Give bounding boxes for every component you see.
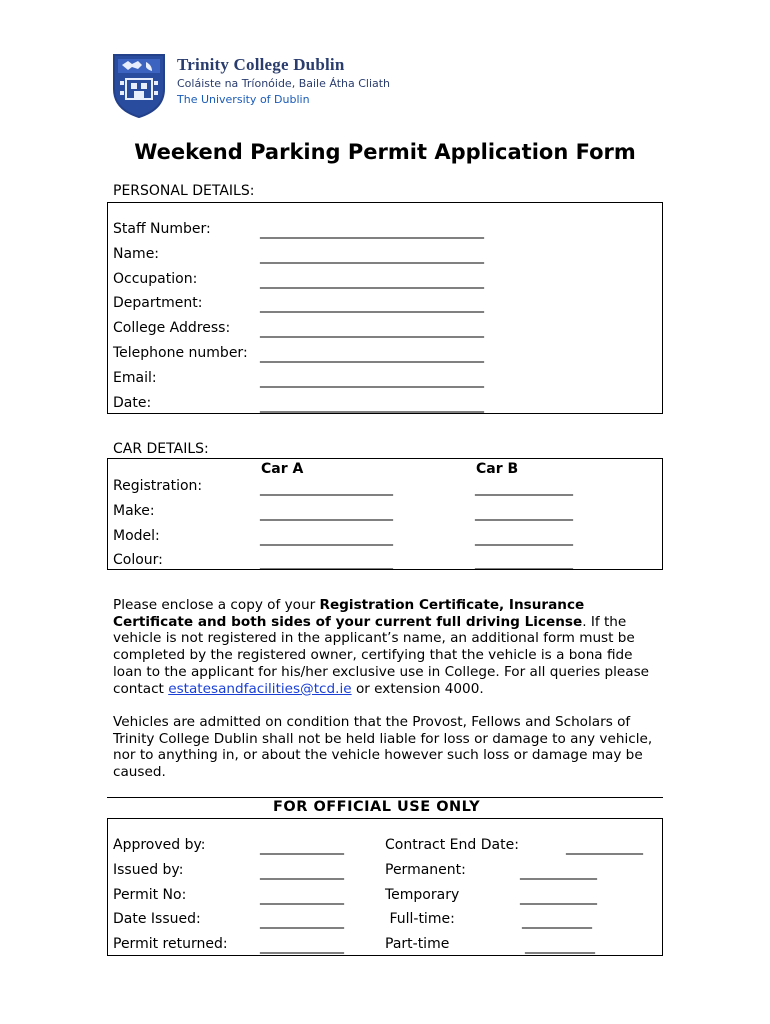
contact-email-link[interactable]: estatesandfacilities@tcd.ie bbox=[168, 680, 352, 697]
car-details-box bbox=[107, 458, 663, 570]
official-left-blank[interactable]: ____________ bbox=[260, 863, 344, 880]
institution-name: Trinity College Dublin bbox=[177, 55, 345, 74]
personal-field-label: Name: bbox=[113, 245, 160, 262]
personal-field-blank[interactable]: ________________________________ bbox=[260, 322, 484, 339]
required-documents: Registration Certificate, Insurance Certificate and both sides of your current full driving License bbox=[113, 597, 585, 630]
official-left-label: Issued by: bbox=[113, 861, 184, 878]
official-left-label: Date Issued: bbox=[113, 911, 201, 928]
car-b-blank[interactable]: ______________ bbox=[475, 529, 573, 546]
personal-field-blank[interactable]: ________________________________ bbox=[260, 223, 484, 239]
personal-field-blank[interactable]: ________________________________ bbox=[260, 347, 484, 363]
car-details-heading: CAR DETAILS: bbox=[113, 441, 209, 457]
institution-brand bbox=[177, 55, 390, 106]
official-right-blank[interactable]: ___________ bbox=[566, 839, 643, 855]
official-right-label: Contract End Date: bbox=[385, 837, 519, 853]
official-right-label: Full-time: bbox=[385, 911, 455, 928]
enclose-notice bbox=[113, 597, 658, 697]
liability-notice: Vehicles are admitted on condition that the Provost, Fellows and Scholars of Trinity College Dublin shall not be held liable for loss or damage to any vehicle, nor to anything in, or about the vehicle however such loss or damage may be caused. bbox=[113, 714, 653, 781]
personal-field-label: Staff Number: bbox=[113, 221, 211, 237]
car-field-label: Make: bbox=[113, 502, 155, 519]
form-title: Weekend Parking Permit Application Form bbox=[134, 140, 636, 164]
official-right-blank[interactable]: __________ bbox=[522, 913, 592, 930]
official-left-blank[interactable]: ____________ bbox=[260, 938, 344, 955]
car-a-blank[interactable]: ___________________ bbox=[260, 554, 393, 571]
car-b-header: Car B bbox=[476, 461, 519, 477]
car-b-blank[interactable]: ______________ bbox=[475, 554, 573, 571]
official-left-label: Permit returned: bbox=[113, 936, 228, 953]
personal-field-blank[interactable]: ________________________________ bbox=[260, 247, 484, 264]
official-left-label: Permit No: bbox=[113, 886, 187, 903]
official-right-blank[interactable]: ___________ bbox=[520, 863, 597, 880]
notice-text-3: or extension 4000. bbox=[351, 680, 484, 697]
personal-details-heading: PERSONAL DETAILS: bbox=[113, 183, 255, 199]
official-left-blank[interactable]: ____________ bbox=[260, 913, 344, 930]
personal-field-label: Telephone number: bbox=[113, 345, 248, 361]
institution-name-irish: Coláiste na Tríonóide, Baile Átha Cliath bbox=[177, 77, 391, 90]
official-right-label: Temporary bbox=[385, 886, 460, 903]
car-field-label: Registration: bbox=[113, 478, 203, 494]
personal-field-label: Date: bbox=[113, 394, 152, 411]
car-a-blank[interactable]: ___________________ bbox=[260, 529, 393, 546]
official-right-label: Permanent: bbox=[385, 861, 466, 878]
official-use-heading: FOR OFFICIAL USE ONLY bbox=[273, 799, 481, 815]
car-b-blank[interactable]: ______________ bbox=[475, 504, 573, 521]
personal-field-label: College Address: bbox=[113, 320, 231, 337]
notice-text: Please enclose a copy of your bbox=[113, 597, 320, 613]
personal-field-blank[interactable]: ________________________________ bbox=[260, 396, 484, 413]
personal-field-blank[interactable]: ________________________________ bbox=[260, 272, 484, 289]
personal-field-label: Occupation: bbox=[113, 270, 198, 287]
official-use-box bbox=[107, 818, 663, 956]
car-a-header: Car A bbox=[261, 461, 304, 477]
car-b-blank[interactable]: ______________ bbox=[475, 480, 573, 496]
official-top-rule bbox=[107, 797, 663, 798]
official-right-blank[interactable]: __________ bbox=[525, 938, 595, 955]
official-left-blank[interactable]: ____________ bbox=[260, 888, 344, 905]
official-right-blank[interactable]: ___________ bbox=[520, 888, 597, 905]
institution-subtitle: The University of Dublin bbox=[177, 93, 310, 106]
car-field-label: Colour: bbox=[113, 552, 163, 569]
official-right-label: Part-time bbox=[385, 936, 450, 953]
personal-field-blank[interactable]: ________________________________ bbox=[260, 297, 484, 314]
official-left-blank[interactable]: ____________ bbox=[260, 839, 344, 855]
tcd-crest-icon bbox=[112, 53, 166, 119]
car-a-blank[interactable]: ___________________ bbox=[260, 504, 393, 521]
personal-field-label: Department: bbox=[113, 295, 203, 312]
personal-details-box bbox=[107, 202, 663, 414]
personal-field-blank[interactable]: ________________________________ bbox=[260, 371, 484, 388]
notice-text-2: . If the vehicle is not registered in the applicant’s name, an additional form must be completed by the registered owner, certifying that the vehicle is a bona fide loan to the applicant for his/her exclusive use in College. For all queries please contact bbox=[113, 613, 650, 697]
official-left-label: Approved by: bbox=[113, 837, 206, 853]
car-field-label: Model: bbox=[113, 527, 160, 544]
car-a-blank[interactable]: ___________________ bbox=[260, 480, 393, 496]
personal-field-label: Email: bbox=[113, 369, 157, 386]
